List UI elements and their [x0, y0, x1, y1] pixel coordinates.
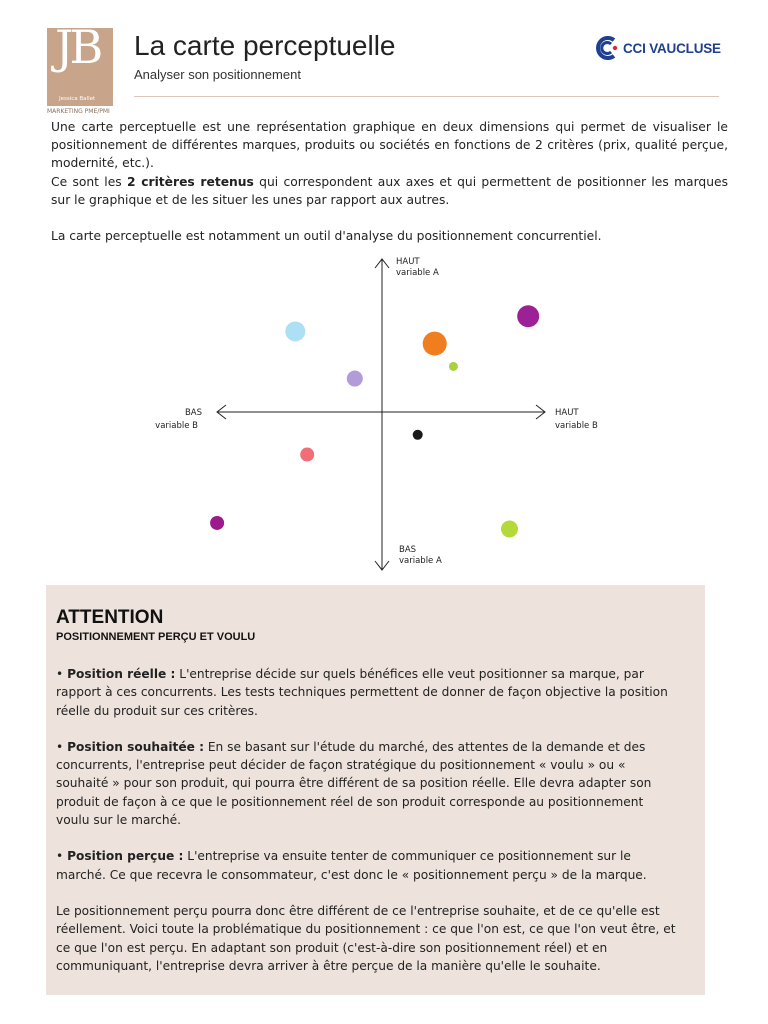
- item-label: Position réelle :: [67, 667, 176, 681]
- page-subtitle: Analyser son positionnement: [134, 67, 301, 82]
- attention-subtitle: POSITIONNEMENT PERÇU ET VOULU: [56, 631, 256, 643]
- page-title: La carte perceptuelle: [134, 30, 396, 61]
- y-bottom-label-2: variable A: [399, 556, 442, 566]
- intro-paragraph-1: Une carte perceptuelle est une représentation graphique en deux dimensions qui permet de visualiser le positionnement de différentes marques, produits ou sociétés en fonctions de 2 critères (prix, qualité perçue, modernité, etc.).: [51, 120, 728, 171]
- data-point-3: [517, 305, 539, 327]
- item-label: Position souhaitée :: [67, 739, 204, 754]
- data-point-5: [347, 371, 363, 387]
- list-item: • Position souhaitée : En se basant sur l'étude du marché, des attentes de la demande et des concurrents, l'entreprise peut décider de façon stratégique du positionnement « voulu » ou « souhaité » pour son produit, qui pourra être différent de sa position réelle. Elle devra adapter son produit de façon à ce que le positionnement réel de son produit corresponde au positionnement voulu sur le marché.: [56, 739, 652, 828]
- perceptual-map: [0, 250, 768, 580]
- y-bottom-label-1: BAS: [399, 545, 417, 555]
- x-right-label-2: variable B: [555, 421, 598, 431]
- logo-tagline: MARKETING PME/PMI: [47, 108, 110, 115]
- data-point-7: [300, 448, 314, 462]
- attention-box: [46, 585, 705, 995]
- header-divider: [134, 96, 719, 97]
- x-left-label-2: variable B: [155, 421, 198, 431]
- intro-emphasis: 2 critères retenus: [127, 174, 254, 189]
- x-right-label-1: HAUT: [555, 408, 579, 418]
- logo-monogram: JB: [55, 20, 100, 74]
- intro-paragraph-2: Ce sont les 2 critères retenus qui correspondent aux axes et qui permettent de positionner les marques sur le graphique et de les situer les unes par rapport aux autres.: [51, 174, 728, 207]
- partner-logo: [594, 35, 721, 61]
- logo-name: Jessica Ballet: [59, 96, 96, 102]
- attention-title: ATTENTION: [56, 607, 164, 628]
- data-point-4: [449, 362, 458, 371]
- data-points: [210, 305, 539, 537]
- intro-text: [51, 118, 728, 245]
- data-point-8: [210, 516, 224, 530]
- partner-name: CCI VAUCLUSE: [623, 40, 721, 56]
- x-left-label-1: BAS: [184, 408, 202, 418]
- data-point-2: [423, 332, 447, 356]
- item-label: Position perçue :: [67, 849, 184, 864]
- y-top-label-2: variable A: [396, 268, 439, 278]
- data-point-6: [413, 430, 423, 440]
- logo: [47, 14, 113, 115]
- attention-conclusion: Le positionnement perçu pourra donc être différent de ce l'entreprise souhaite, et de ce qu'elle est réellement. Voici toute la problématique du positionnement : ce que l'on est, ce que l'on veut être, et ce que l'on est perçu. En adaptant son produit (c'est-à-dire son positionnement réel) et en communiquant, l'entreprise devra arriver à être perçue de la manière qu'elle le souhaite.: [56, 903, 676, 973]
- data-point-9: [501, 521, 518, 538]
- cci-logo-icon: [594, 35, 620, 61]
- attention-body: [56, 665, 676, 993]
- data-point-1: [285, 321, 305, 341]
- list-item: • Position perçue : L'entreprise va ensuite tenter de communiquer ce positionnement sur le marché. Ce que recevra le consommateur, c'est donc le « positionnement perçu » de la marque.: [56, 849, 647, 882]
- intro-paragraph-3: La carte perceptuelle est notamment un outil d'analyse du positionnement concurrentiel.: [51, 229, 602, 244]
- list-item: • Position réelle : L'entreprise décide sur quels bénéfices elle veut positionner sa marque, par rapport à ces concurrents. Les tests techniques permettent de donner de façon objective la position réelle du produit sur ces critères.: [56, 667, 668, 718]
- y-top-label-1: HAUT: [396, 257, 420, 267]
